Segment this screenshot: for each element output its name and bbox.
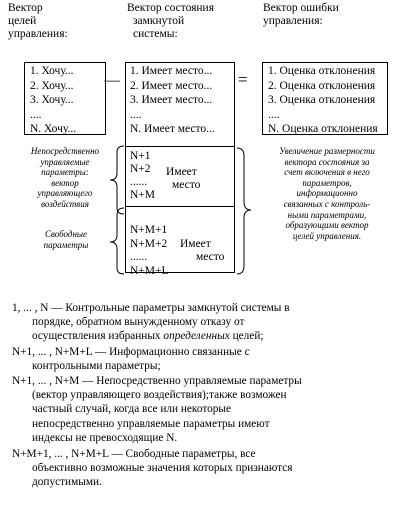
error-item: .... [268,108,280,121]
legend-info-params: N+1, ... , N+M+L — Информационно связанные с контрольными параметры; [12,346,250,373]
error-item: 2. Оценка отклонения [268,79,376,92]
goal-item: N. Хочу... [30,123,77,136]
error-vector-header: Вектор ошибки управления: [263,2,339,27]
goal-vector-header: Вектор целей управления: [8,2,68,40]
direct-params-list: N+1 N+2 ...... N+M [130,150,156,201]
state-extension-annotation: Увеличение размерности вектора состояния за счет включения в него параметров, информационно связанных с контроль- ными параметрами, образующими вектор целей управления. [279,146,375,241]
goal-item: 1. Хочу... [30,65,74,77]
state-item: 2. Имеет место... [130,79,213,92]
state-item: 3. Имеет место... [130,94,213,107]
direct-params-annot: Имеет место [166,166,201,191]
minus-operator: — [104,72,120,89]
legend-control-params: 1, ... , N — Контрольные параметры замкнутой системы в порядке, обратном вынужденному отказу от осуществления избранных определенных целей; [12,302,290,343]
state-item: 1. Имеет место... [130,65,213,77]
equals-operator: = [238,70,248,89]
state-item: .... [130,108,142,121]
error-item: 1. Оценка отклонения [268,65,376,77]
state-item: N. Имеет место... [130,123,215,136]
goal-item: .... [30,108,42,121]
left-brace-free [110,208,124,274]
legend-direct-params: N+1, ... , N+M — Непосредственно управляемые параметры (вектор управляющего воздействия);также возможен частный случай, когда все или некоторые непосредственно управляемые параметры имеют индексы не превосходящие N. [12,375,302,444]
error-item: N. Оценка отклонения [268,123,378,136]
free-params-annot: Имеет место [180,238,225,263]
goal-item: 3. Хочу... [30,94,74,107]
free-params-list: N+M+1 N+M+2 ...... N+M+L [130,224,169,277]
error-item: 3. Оценка отклонения [268,94,376,107]
legend-free-params: N+M+1, ... , N+M+L — Свободные параметры, все объективно возможные значения которых признаются допустимыми. [12,448,293,489]
direct-params-annotation: Непосредственно управляемые параметры: вектор управляющего воздействия [30,146,100,209]
left-brace-direct [110,146,124,214]
goal-item: 2. Хочу... [30,79,74,92]
free-params-annotation: Свободные параметры [43,229,89,250]
right-brace-extension [237,148,251,274]
state-vector-header: Вектор состояния замкнутой системы: [127,2,214,40]
